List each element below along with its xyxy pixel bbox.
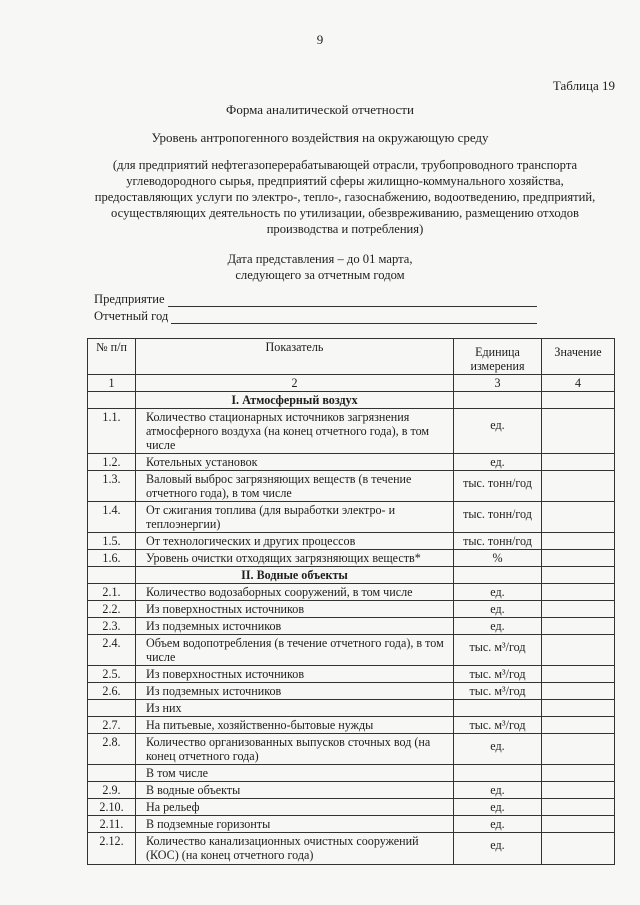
row-value[interactable] <box>542 635 615 666</box>
table-row <box>88 666 615 683</box>
table-row <box>88 782 615 799</box>
table-row <box>88 734 615 765</box>
row-number: 2.2. <box>88 601 136 618</box>
column-number: 3 <box>454 375 542 392</box>
row-unit: ед. <box>454 833 542 864</box>
row-value[interactable] <box>542 502 615 533</box>
row-number: 1.6. <box>88 550 136 567</box>
row-number: 1.3. <box>88 471 136 502</box>
row-unit: тыс. тонн/год <box>454 502 542 533</box>
row-value[interactable] <box>542 471 615 502</box>
subtitle-line: производства и потребления) <box>266 221 424 236</box>
row-unit: ед. <box>454 734 542 765</box>
row-indicator: В подземные горизонты <box>136 816 454 833</box>
header-unit: Единица измерения <box>454 339 542 375</box>
row-indicator: Котельных установок <box>136 454 454 471</box>
year-label: Отчетный год <box>94 309 169 323</box>
row-unit: ед. <box>454 601 542 618</box>
table-row <box>88 799 615 816</box>
empty-cell <box>542 392 615 409</box>
row-indicator: Валовый выброс загрязняющих веществ (в течение отчетного года), в том числе <box>136 471 454 502</box>
row-unit: ед. <box>454 409 542 454</box>
row-value[interactable] <box>542 717 615 734</box>
table-row <box>88 765 615 782</box>
table-row <box>88 618 615 635</box>
column-number: 1 <box>88 375 136 392</box>
table-row <box>88 683 615 700</box>
row-value[interactable] <box>542 683 615 700</box>
form-title: Форма аналитической отчетности <box>226 102 414 117</box>
row-unit: ед. <box>454 799 542 816</box>
row-indicator: В том числе <box>136 765 454 782</box>
empty-cell <box>88 392 136 409</box>
row-indicator: В водные объекты <box>136 782 454 799</box>
year-field[interactable] <box>94 309 537 324</box>
row-number: 1.4. <box>88 502 136 533</box>
table-row <box>88 584 615 601</box>
row-number: 1.2. <box>88 454 136 471</box>
row-number: 1.5. <box>88 533 136 550</box>
table-row <box>88 533 615 550</box>
section-title: I. Атмосферный воздух <box>136 392 454 409</box>
row-indicator: На рельеф <box>136 799 454 816</box>
row-value[interactable] <box>542 584 615 601</box>
table-row <box>88 471 615 502</box>
section-row <box>88 392 615 409</box>
row-indicator: На питьевые, хозяйственно-бытовые нужды <box>136 717 454 734</box>
column-numbers-row <box>88 375 615 392</box>
row-number <box>88 700 136 717</box>
empty-cell <box>542 567 615 584</box>
table-row <box>88 635 615 666</box>
enterprise-field[interactable] <box>94 292 537 307</box>
year-input-line[interactable] <box>171 310 537 324</box>
table-row <box>88 700 615 717</box>
row-unit: тыс. м³/год <box>454 683 542 700</box>
column-number: 2 <box>136 375 454 392</box>
row-indicator: Количество водозаборных сооружений, в том числе <box>136 584 454 601</box>
section-row <box>88 567 615 584</box>
subtitle-line: предоставляющих услуги по электро-, тепло-, газоснабжению, водоотведению, предприятий, <box>94 189 596 204</box>
row-indicator: Объем водопотребления (в течение отчетного года), в том числе <box>136 635 454 666</box>
empty-cell <box>454 567 542 584</box>
row-number: 2.11. <box>88 816 136 833</box>
subtitle-line: углеводородного сырья, предприятий сферы жилищно-коммунального хозяйства, <box>126 173 564 188</box>
row-indicator: От сжигания топлива (для выработки электро- и теплоэнергии) <box>136 502 454 533</box>
row-number: 2.8. <box>88 734 136 765</box>
row-indicator: Из подземных источников <box>136 618 454 635</box>
row-number: 2.3. <box>88 618 136 635</box>
row-value[interactable] <box>542 601 615 618</box>
row-number: 2.7. <box>88 717 136 734</box>
row-value[interactable] <box>542 782 615 799</box>
row-value[interactable] <box>542 799 615 816</box>
row-value[interactable] <box>542 816 615 833</box>
row-value[interactable] <box>542 550 615 567</box>
header-num: № п/п <box>88 339 136 375</box>
row-number <box>88 765 136 782</box>
table-row <box>88 833 615 864</box>
empty-cell <box>88 567 136 584</box>
row-unit: тыс. тонн/год <box>454 471 542 502</box>
row-value[interactable] <box>542 454 615 471</box>
row-indicator: Из них <box>136 700 454 717</box>
subtitle-line: осуществляющих деятельность по утилизации, обезвреживанию, размещению отходов <box>111 205 579 220</box>
row-unit: ед. <box>454 816 542 833</box>
row-unit: % <box>454 550 542 567</box>
table-row <box>88 454 615 471</box>
enterprise-label: Предприятие <box>94 292 165 306</box>
row-unit <box>454 700 542 717</box>
empty-cell <box>454 392 542 409</box>
row-indicator: Из поверхностных источников <box>136 601 454 618</box>
row-unit: тыс. тонн/год <box>454 533 542 550</box>
row-number: 2.6. <box>88 683 136 700</box>
header-indicator: Показатель <box>136 339 454 375</box>
row-number: 2.10. <box>88 799 136 816</box>
row-indicator: Количество организованных выпусков сточных вод (на конец отчетного года) <box>136 734 454 765</box>
report-table <box>87 338 615 865</box>
header-row <box>88 339 615 375</box>
row-value[interactable] <box>542 700 615 717</box>
row-number: 2.5. <box>88 666 136 683</box>
row-value[interactable] <box>542 833 615 864</box>
table-label: Таблица 19 <box>552 78 615 93</box>
row-number: 2.4. <box>88 635 136 666</box>
row-unit: тыс. м³/год <box>454 635 542 666</box>
table-row <box>88 717 615 734</box>
row-value[interactable] <box>542 618 615 635</box>
page-number: 9 <box>316 32 324 47</box>
deadline-line: следующего за отчетным годом <box>235 268 405 283</box>
row-value[interactable] <box>542 533 615 550</box>
row-unit <box>454 765 542 782</box>
row-number: 2.12. <box>88 833 136 864</box>
row-value[interactable] <box>542 765 615 782</box>
subtitle <box>80 158 610 238</box>
enterprise-input-line[interactable] <box>168 293 537 307</box>
row-number: 2.1. <box>88 584 136 601</box>
row-number: 1.1. <box>88 409 136 454</box>
table-row <box>88 550 615 567</box>
row-unit: ед. <box>454 782 542 799</box>
deadline-note <box>0 251 640 284</box>
row-unit: ед. <box>454 618 542 635</box>
row-unit: тыс. м³/год <box>454 666 542 683</box>
row-indicator: Уровень очистки отходящих загрязняющих веществ* <box>136 550 454 567</box>
row-indicator: Из подземных источников <box>136 683 454 700</box>
report-title: Уровень антропогенного воздействия на окружающую среду <box>151 130 489 145</box>
row-unit: тыс. м³/год <box>454 717 542 734</box>
table-row <box>88 601 615 618</box>
row-unit: ед. <box>454 454 542 471</box>
table-row <box>88 409 615 454</box>
row-value[interactable] <box>542 734 615 765</box>
row-value[interactable] <box>542 666 615 683</box>
row-value[interactable] <box>542 409 615 454</box>
row-number: 2.9. <box>88 782 136 799</box>
header-value: Значение <box>542 339 615 375</box>
subtitle-line: (для предприятий нефтегазоперерабатывающей отрасли, трубопроводного транспорта <box>112 158 578 172</box>
row-indicator: Количество стационарных источников загрязнения атмосферного воздуха (на конец отчетного года), в том числе <box>136 409 454 454</box>
row-indicator: Количество канализационных очистных сооружений (КОС) (на конец отчетного года) <box>136 833 454 864</box>
row-indicator: Из поверхностных источников <box>136 666 454 683</box>
section-title: II. Водные объекты <box>136 567 454 584</box>
column-number: 4 <box>542 375 615 392</box>
deadline-line: Дата представления – до 01 марта, <box>227 252 413 266</box>
table-row <box>88 502 615 533</box>
row-unit: ед. <box>454 584 542 601</box>
table-row <box>88 816 615 833</box>
row-indicator: От технологических и других процессов <box>136 533 454 550</box>
